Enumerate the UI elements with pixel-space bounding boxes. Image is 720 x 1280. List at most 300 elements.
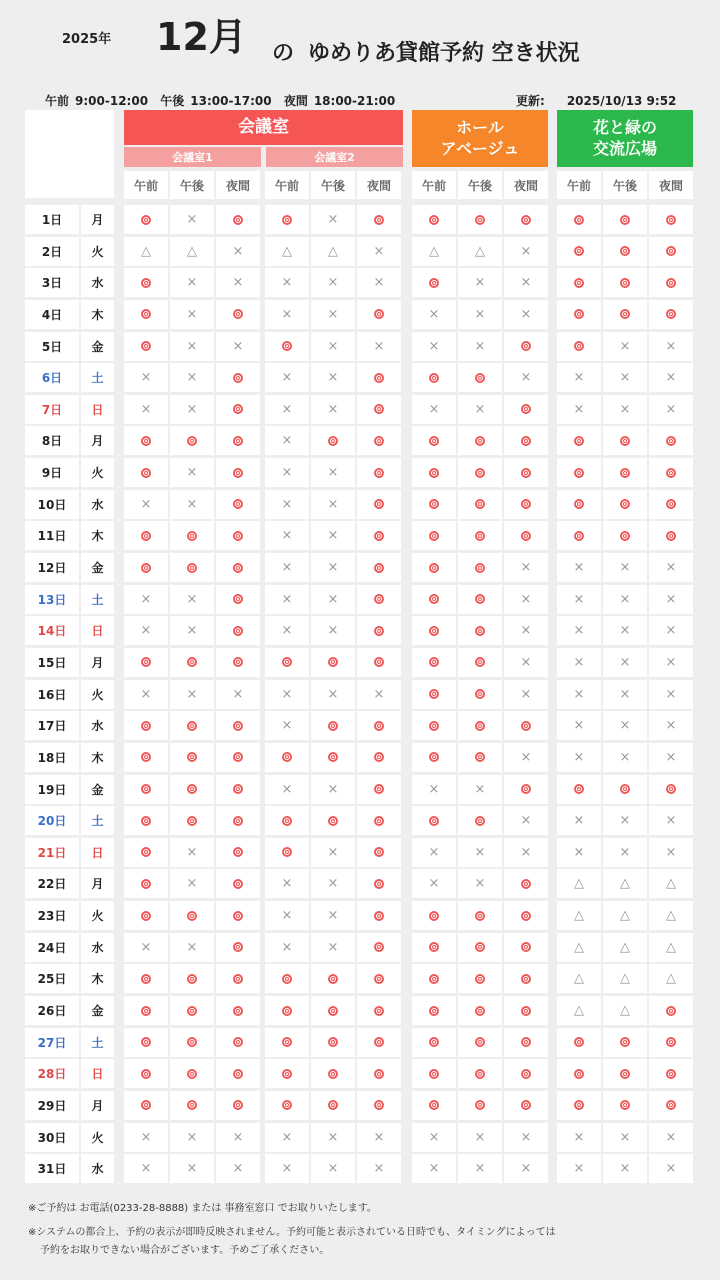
availability-cell[interactable] [357, 553, 401, 582]
availability-cell[interactable] [504, 933, 548, 962]
availability-cell[interactable] [216, 616, 260, 645]
availability-cell[interactable] [603, 964, 647, 993]
availability-cell[interactable] [311, 585, 355, 614]
availability-cell[interactable] [412, 869, 456, 898]
availability-cell[interactable] [170, 553, 214, 582]
availability-cell[interactable] [458, 869, 502, 898]
availability-cell[interactable] [170, 616, 214, 645]
availability-cell[interactable] [216, 521, 260, 550]
availability-cell[interactable] [357, 680, 401, 709]
availability-cell[interactable] [265, 1091, 309, 1120]
availability-cell[interactable] [265, 996, 309, 1025]
availability-cell[interactable] [124, 806, 168, 835]
availability-cell[interactable] [458, 268, 502, 297]
availability-cell[interactable] [216, 1028, 260, 1057]
availability-cell[interactable] [265, 268, 309, 297]
availability-cell[interactable] [649, 901, 693, 930]
availability-cell[interactable] [216, 205, 260, 234]
availability-cell[interactable] [603, 458, 647, 487]
availability-cell[interactable] [649, 616, 693, 645]
availability-cell[interactable] [311, 1028, 355, 1057]
availability-cell[interactable] [265, 237, 309, 266]
availability-cell[interactable] [603, 775, 647, 804]
availability-cell[interactable] [458, 996, 502, 1025]
availability-cell[interactable] [124, 1123, 168, 1152]
availability-cell[interactable] [603, 711, 647, 740]
availability-cell[interactable] [412, 490, 456, 519]
availability-cell[interactable] [357, 964, 401, 993]
availability-cell[interactable] [412, 1091, 456, 1120]
availability-cell[interactable] [412, 1028, 456, 1057]
availability-cell[interactable] [124, 553, 168, 582]
availability-cell[interactable] [557, 490, 601, 519]
availability-cell[interactable] [603, 869, 647, 898]
availability-cell[interactable] [603, 585, 647, 614]
availability-cell[interactable] [124, 901, 168, 930]
availability-cell[interactable] [603, 648, 647, 677]
availability-cell[interactable] [170, 1091, 214, 1120]
availability-cell[interactable] [557, 616, 601, 645]
availability-cell[interactable] [311, 869, 355, 898]
availability-cell[interactable] [357, 237, 401, 266]
availability-cell[interactable] [170, 458, 214, 487]
availability-cell[interactable] [504, 964, 548, 993]
availability-cell[interactable] [603, 1123, 647, 1152]
availability-cell[interactable] [458, 205, 502, 234]
availability-cell[interactable] [265, 806, 309, 835]
availability-cell[interactable] [357, 1154, 401, 1183]
availability-cell[interactable] [649, 237, 693, 266]
availability-cell[interactable] [557, 426, 601, 455]
availability-cell[interactable] [170, 775, 214, 804]
availability-cell[interactable] [603, 996, 647, 1025]
availability-cell[interactable] [265, 933, 309, 962]
availability-cell[interactable] [216, 426, 260, 455]
availability-cell[interactable] [649, 1028, 693, 1057]
availability-cell[interactable] [649, 775, 693, 804]
availability-cell[interactable] [412, 332, 456, 361]
availability-cell[interactable] [311, 996, 355, 1025]
availability-cell[interactable] [357, 585, 401, 614]
availability-cell[interactable] [649, 838, 693, 867]
availability-cell[interactable] [412, 237, 456, 266]
availability-cell[interactable] [412, 553, 456, 582]
availability-cell[interactable] [649, 648, 693, 677]
availability-cell[interactable] [458, 300, 502, 329]
availability-cell[interactable] [311, 268, 355, 297]
availability-cell[interactable] [216, 553, 260, 582]
availability-cell[interactable] [458, 680, 502, 709]
availability-cell[interactable] [265, 1059, 309, 1088]
availability-cell[interactable] [216, 743, 260, 772]
availability-cell[interactable] [265, 775, 309, 804]
availability-cell[interactable] [603, 205, 647, 234]
availability-cell[interactable] [170, 680, 214, 709]
availability-cell[interactable] [170, 363, 214, 392]
availability-cell[interactable] [311, 1059, 355, 1088]
availability-cell[interactable] [412, 996, 456, 1025]
availability-cell[interactable] [216, 1123, 260, 1152]
availability-cell[interactable] [412, 585, 456, 614]
availability-cell[interactable] [124, 205, 168, 234]
availability-cell[interactable] [357, 395, 401, 424]
availability-cell[interactable] [458, 901, 502, 930]
availability-cell[interactable] [458, 711, 502, 740]
availability-cell[interactable] [649, 743, 693, 772]
availability-cell[interactable] [649, 806, 693, 835]
availability-cell[interactable] [170, 933, 214, 962]
availability-cell[interactable] [311, 521, 355, 550]
availability-cell[interactable] [412, 711, 456, 740]
availability-cell[interactable] [649, 521, 693, 550]
availability-cell[interactable] [412, 395, 456, 424]
availability-cell[interactable] [357, 458, 401, 487]
availability-cell[interactable] [504, 268, 548, 297]
availability-cell[interactable] [557, 1059, 601, 1088]
availability-cell[interactable] [557, 395, 601, 424]
availability-cell[interactable] [124, 680, 168, 709]
availability-cell[interactable] [216, 933, 260, 962]
availability-cell[interactable] [649, 363, 693, 392]
availability-cell[interactable] [603, 838, 647, 867]
availability-cell[interactable] [216, 395, 260, 424]
availability-cell[interactable] [357, 901, 401, 930]
availability-cell[interactable] [265, 395, 309, 424]
availability-cell[interactable] [557, 711, 601, 740]
availability-cell[interactable] [412, 458, 456, 487]
availability-cell[interactable] [265, 458, 309, 487]
availability-cell[interactable] [357, 616, 401, 645]
availability-cell[interactable] [412, 521, 456, 550]
availability-cell[interactable] [124, 1091, 168, 1120]
availability-cell[interactable] [170, 205, 214, 234]
availability-cell[interactable] [265, 838, 309, 867]
availability-cell[interactable] [557, 680, 601, 709]
availability-cell[interactable] [649, 1059, 693, 1088]
availability-cell[interactable] [458, 933, 502, 962]
availability-cell[interactable] [458, 1028, 502, 1057]
availability-cell[interactable] [357, 806, 401, 835]
availability-cell[interactable] [649, 458, 693, 487]
availability-cell[interactable] [504, 1123, 548, 1152]
availability-cell[interactable] [265, 964, 309, 993]
availability-cell[interactable] [458, 363, 502, 392]
availability-cell[interactable] [504, 521, 548, 550]
availability-cell[interactable] [412, 1059, 456, 1088]
availability-cell[interactable] [311, 901, 355, 930]
availability-cell[interactable] [557, 869, 601, 898]
availability-cell[interactable] [458, 964, 502, 993]
availability-cell[interactable] [458, 521, 502, 550]
availability-cell[interactable] [557, 1091, 601, 1120]
availability-cell[interactable] [603, 1059, 647, 1088]
availability-cell[interactable] [557, 268, 601, 297]
availability-cell[interactable] [311, 933, 355, 962]
availability-cell[interactable] [649, 1091, 693, 1120]
availability-cell[interactable] [557, 458, 601, 487]
availability-cell[interactable] [458, 1091, 502, 1120]
availability-cell[interactable] [557, 806, 601, 835]
availability-cell[interactable] [216, 996, 260, 1025]
availability-cell[interactable] [504, 585, 548, 614]
availability-cell[interactable] [170, 806, 214, 835]
availability-cell[interactable] [124, 648, 168, 677]
availability-cell[interactable] [504, 616, 548, 645]
availability-cell[interactable] [458, 838, 502, 867]
availability-cell[interactable] [458, 332, 502, 361]
availability-cell[interactable] [170, 1028, 214, 1057]
availability-cell[interactable] [557, 648, 601, 677]
availability-cell[interactable] [603, 332, 647, 361]
availability-cell[interactable] [603, 426, 647, 455]
availability-cell[interactable] [504, 332, 548, 361]
availability-cell[interactable] [357, 838, 401, 867]
availability-cell[interactable] [357, 268, 401, 297]
availability-cell[interactable] [265, 711, 309, 740]
availability-cell[interactable] [557, 205, 601, 234]
availability-cell[interactable] [649, 1123, 693, 1152]
availability-cell[interactable] [557, 553, 601, 582]
availability-cell[interactable] [504, 237, 548, 266]
availability-cell[interactable] [458, 395, 502, 424]
availability-cell[interactable] [265, 743, 309, 772]
availability-cell[interactable] [124, 1028, 168, 1057]
availability-cell[interactable] [265, 300, 309, 329]
availability-cell[interactable] [504, 869, 548, 898]
availability-cell[interactable] [412, 300, 456, 329]
availability-cell[interactable] [265, 616, 309, 645]
availability-cell[interactable] [124, 1154, 168, 1183]
availability-cell[interactable] [458, 1123, 502, 1152]
availability-cell[interactable] [216, 869, 260, 898]
availability-cell[interactable] [124, 426, 168, 455]
availability-cell[interactable] [357, 996, 401, 1025]
availability-cell[interactable] [124, 237, 168, 266]
availability-cell[interactable] [357, 363, 401, 392]
availability-cell[interactable] [504, 300, 548, 329]
availability-cell[interactable] [265, 869, 309, 898]
availability-cell[interactable] [504, 1028, 548, 1057]
availability-cell[interactable] [649, 680, 693, 709]
availability-cell[interactable] [603, 1154, 647, 1183]
availability-cell[interactable] [124, 332, 168, 361]
availability-cell[interactable] [265, 1154, 309, 1183]
availability-cell[interactable] [265, 363, 309, 392]
availability-cell[interactable] [216, 585, 260, 614]
availability-cell[interactable] [412, 775, 456, 804]
availability-cell[interactable] [216, 775, 260, 804]
availability-cell[interactable] [265, 490, 309, 519]
availability-cell[interactable] [357, 490, 401, 519]
availability-cell[interactable] [603, 1091, 647, 1120]
availability-cell[interactable] [170, 996, 214, 1025]
availability-cell[interactable] [170, 711, 214, 740]
availability-cell[interactable] [603, 268, 647, 297]
availability-cell[interactable] [504, 743, 548, 772]
availability-cell[interactable] [504, 426, 548, 455]
availability-cell[interactable] [124, 585, 168, 614]
availability-cell[interactable] [170, 869, 214, 898]
availability-cell[interactable] [216, 838, 260, 867]
availability-cell[interactable] [603, 616, 647, 645]
availability-cell[interactable] [603, 806, 647, 835]
availability-cell[interactable] [311, 1091, 355, 1120]
availability-cell[interactable] [649, 426, 693, 455]
availability-cell[interactable] [458, 426, 502, 455]
availability-cell[interactable] [170, 838, 214, 867]
availability-cell[interactable] [124, 268, 168, 297]
availability-cell[interactable] [357, 205, 401, 234]
availability-cell[interactable] [412, 901, 456, 930]
availability-cell[interactable] [357, 743, 401, 772]
availability-cell[interactable] [557, 300, 601, 329]
availability-cell[interactable] [124, 1059, 168, 1088]
availability-cell[interactable] [557, 521, 601, 550]
availability-cell[interactable] [504, 711, 548, 740]
availability-cell[interactable] [216, 806, 260, 835]
availability-cell[interactable] [170, 521, 214, 550]
availability-cell[interactable] [412, 363, 456, 392]
availability-cell[interactable] [357, 869, 401, 898]
availability-cell[interactable] [311, 395, 355, 424]
availability-cell[interactable] [216, 680, 260, 709]
availability-cell[interactable] [557, 1123, 601, 1152]
availability-cell[interactable] [649, 1154, 693, 1183]
availability-cell[interactable] [412, 1123, 456, 1152]
availability-cell[interactable] [458, 616, 502, 645]
availability-cell[interactable] [504, 775, 548, 804]
availability-cell[interactable] [603, 490, 647, 519]
availability-cell[interactable] [311, 332, 355, 361]
availability-cell[interactable] [603, 237, 647, 266]
availability-cell[interactable] [265, 205, 309, 234]
availability-cell[interactable] [649, 964, 693, 993]
availability-cell[interactable] [412, 268, 456, 297]
availability-cell[interactable] [603, 553, 647, 582]
availability-cell[interactable] [311, 205, 355, 234]
availability-cell[interactable] [357, 1091, 401, 1120]
availability-cell[interactable] [504, 363, 548, 392]
availability-cell[interactable] [124, 869, 168, 898]
availability-cell[interactable] [357, 711, 401, 740]
availability-cell[interactable] [603, 901, 647, 930]
availability-cell[interactable] [504, 553, 548, 582]
availability-cell[interactable] [649, 585, 693, 614]
availability-cell[interactable] [603, 933, 647, 962]
availability-cell[interactable] [216, 1059, 260, 1088]
availability-cell[interactable] [412, 933, 456, 962]
availability-cell[interactable] [311, 1123, 355, 1152]
availability-cell[interactable] [311, 490, 355, 519]
availability-cell[interactable] [458, 490, 502, 519]
availability-cell[interactable] [357, 775, 401, 804]
availability-cell[interactable] [311, 775, 355, 804]
availability-cell[interactable] [557, 933, 601, 962]
availability-cell[interactable] [216, 964, 260, 993]
availability-cell[interactable] [557, 1154, 601, 1183]
availability-cell[interactable] [216, 1154, 260, 1183]
availability-cell[interactable] [311, 300, 355, 329]
availability-cell[interactable] [557, 996, 601, 1025]
availability-cell[interactable] [603, 1028, 647, 1057]
availability-cell[interactable] [265, 648, 309, 677]
availability-cell[interactable] [557, 332, 601, 361]
availability-cell[interactable] [504, 680, 548, 709]
availability-cell[interactable] [458, 553, 502, 582]
availability-cell[interactable] [311, 680, 355, 709]
availability-cell[interactable] [603, 743, 647, 772]
availability-cell[interactable] [170, 964, 214, 993]
availability-cell[interactable] [124, 490, 168, 519]
availability-cell[interactable] [170, 332, 214, 361]
availability-cell[interactable] [412, 838, 456, 867]
availability-cell[interactable] [311, 743, 355, 772]
availability-cell[interactable] [357, 1059, 401, 1088]
availability-cell[interactable] [504, 1059, 548, 1088]
availability-cell[interactable] [649, 933, 693, 962]
availability-cell[interactable] [412, 680, 456, 709]
availability-cell[interactable] [412, 1154, 456, 1183]
availability-cell[interactable] [170, 237, 214, 266]
availability-cell[interactable] [311, 964, 355, 993]
availability-cell[interactable] [170, 300, 214, 329]
availability-cell[interactable] [124, 775, 168, 804]
availability-cell[interactable] [603, 300, 647, 329]
availability-cell[interactable] [124, 711, 168, 740]
availability-cell[interactable] [216, 711, 260, 740]
availability-cell[interactable] [504, 1091, 548, 1120]
availability-cell[interactable] [124, 838, 168, 867]
availability-cell[interactable] [504, 901, 548, 930]
availability-cell[interactable] [357, 332, 401, 361]
availability-cell[interactable] [265, 1028, 309, 1057]
availability-cell[interactable] [504, 490, 548, 519]
availability-cell[interactable] [557, 775, 601, 804]
availability-cell[interactable] [124, 458, 168, 487]
availability-cell[interactable] [311, 616, 355, 645]
availability-cell[interactable] [216, 458, 260, 487]
availability-cell[interactable] [311, 553, 355, 582]
availability-cell[interactable] [124, 933, 168, 962]
availability-cell[interactable] [311, 458, 355, 487]
availability-cell[interactable] [265, 553, 309, 582]
availability-cell[interactable] [216, 300, 260, 329]
availability-cell[interactable] [170, 901, 214, 930]
availability-cell[interactable] [504, 806, 548, 835]
availability-cell[interactable] [265, 680, 309, 709]
availability-cell[interactable] [124, 616, 168, 645]
availability-cell[interactable] [170, 426, 214, 455]
availability-cell[interactable] [557, 363, 601, 392]
availability-cell[interactable] [265, 332, 309, 361]
availability-cell[interactable] [458, 775, 502, 804]
availability-cell[interactable] [504, 996, 548, 1025]
availability-cell[interactable] [265, 901, 309, 930]
availability-cell[interactable] [216, 490, 260, 519]
availability-cell[interactable] [216, 1091, 260, 1120]
availability-cell[interactable] [557, 1028, 601, 1057]
availability-cell[interactable] [170, 648, 214, 677]
availability-cell[interactable] [458, 648, 502, 677]
availability-cell[interactable] [170, 585, 214, 614]
availability-cell[interactable] [412, 426, 456, 455]
availability-cell[interactable] [216, 237, 260, 266]
availability-cell[interactable] [357, 521, 401, 550]
availability-cell[interactable] [265, 521, 309, 550]
availability-cell[interactable] [412, 648, 456, 677]
availability-cell[interactable] [170, 743, 214, 772]
availability-cell[interactable] [265, 1123, 309, 1152]
